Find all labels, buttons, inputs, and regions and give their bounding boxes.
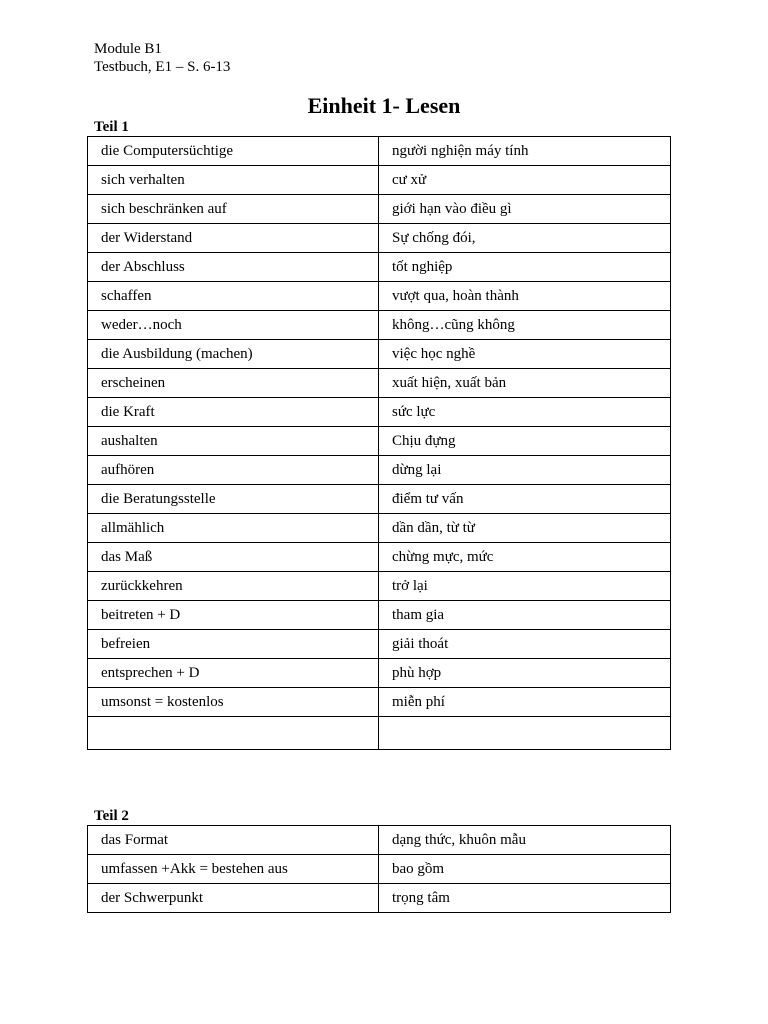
german-term: schaffen <box>88 282 379 311</box>
vietnamese-translation: miễn phí <box>379 688 671 717</box>
german-term: der Abschluss <box>88 253 379 282</box>
table-row <box>88 688 671 717</box>
table-row <box>88 855 671 884</box>
vietnamese-translation: không…cũng không <box>379 311 671 340</box>
vietnamese-translation: điểm tư vấn <box>379 485 671 514</box>
german-term: zurückkehren <box>88 572 379 601</box>
german-term: umfassen +Akk = bestehen aus <box>88 855 379 884</box>
vietnamese-translation: phù hợp <box>379 659 671 688</box>
vietnamese-translation: xuất hiện, xuất bản <box>379 369 671 398</box>
vocab-table-teil-1 <box>87 136 671 750</box>
vietnamese-translation: sức lực <box>379 398 671 427</box>
german-term: aushalten <box>88 427 379 456</box>
german-term: das Format <box>88 826 379 855</box>
table-row <box>88 717 671 750</box>
table-row <box>88 282 671 311</box>
vietnamese-translation: người nghiện máy tính <box>379 137 671 166</box>
table-row <box>88 601 671 630</box>
table-row <box>88 311 671 340</box>
table-row <box>88 166 671 195</box>
german-term: die Kraft <box>88 398 379 427</box>
vietnamese-translation: trọng tâm <box>379 884 671 913</box>
german-term: beitreten + D <box>88 601 379 630</box>
table-row <box>88 630 671 659</box>
section-label-teil-2: Teil 2 <box>94 808 129 824</box>
table-row <box>88 398 671 427</box>
module-label: Module B1 <box>94 41 162 57</box>
german-term: entsprechen + D <box>88 659 379 688</box>
vocab-table-body <box>88 826 671 913</box>
vietnamese-translation: Chịu đựng <box>379 427 671 456</box>
vietnamese-translation: giới hạn vào điều gì <box>379 195 671 224</box>
table-row <box>88 514 671 543</box>
table-row <box>88 340 671 369</box>
table-row <box>88 369 671 398</box>
page-title: Einheit 1- Lesen <box>307 93 461 118</box>
table-row <box>88 826 671 855</box>
vietnamese-translation: dạng thức, khuôn mẫu <box>379 826 671 855</box>
table-row <box>88 195 671 224</box>
vietnamese-translation: việc học nghề <box>379 340 671 369</box>
vietnamese-translation: giải thoát <box>379 630 671 659</box>
vietnamese-translation: dừng lại <box>379 456 671 485</box>
german-term: das Maß <box>88 543 379 572</box>
vietnamese-translation <box>379 717 671 750</box>
german-term: die Ausbildung (machen) <box>88 340 379 369</box>
vietnamese-translation: chừng mực, mức <box>379 543 671 572</box>
german-term <box>88 717 379 750</box>
german-term: allmählich <box>88 514 379 543</box>
vietnamese-translation: vượt qua, hoàn thành <box>379 282 671 311</box>
vocab-table-teil-2 <box>87 825 671 913</box>
german-term: befreien <box>88 630 379 659</box>
vietnamese-translation: dần dần, từ từ <box>379 514 671 543</box>
vietnamese-translation: trở lại <box>379 572 671 601</box>
table-row <box>88 543 671 572</box>
vietnamese-translation: tốt nghiệp <box>379 253 671 282</box>
table-row <box>88 884 671 913</box>
vocab-table-body <box>88 137 671 750</box>
table-row <box>88 485 671 514</box>
german-term: sich verhalten <box>88 166 379 195</box>
testbook-reference: Testbuch, E1 – S. 6-13 <box>94 59 231 75</box>
table-row <box>88 572 671 601</box>
vietnamese-translation: tham gia <box>379 601 671 630</box>
section-label-teil-1: Teil 1 <box>94 119 129 135</box>
german-term: aufhören <box>88 456 379 485</box>
german-term: die Computersüchtige <box>88 137 379 166</box>
german-term: erscheinen <box>88 369 379 398</box>
german-term: die Beratungsstelle <box>88 485 379 514</box>
german-term: der Schwerpunkt <box>88 884 379 913</box>
table-row <box>88 137 671 166</box>
german-term: umsonst = kostenlos <box>88 688 379 717</box>
table-row <box>88 224 671 253</box>
vietnamese-translation: Sự chống đói, <box>379 224 671 253</box>
table-row <box>88 456 671 485</box>
german-term: weder…noch <box>88 311 379 340</box>
german-term: der Widerstand <box>88 224 379 253</box>
vietnamese-translation: cư xử <box>379 166 671 195</box>
german-term: sich beschränken auf <box>88 195 379 224</box>
table-row <box>88 659 671 688</box>
table-row <box>88 253 671 282</box>
table-row <box>88 427 671 456</box>
vietnamese-translation: bao gồm <box>379 855 671 884</box>
